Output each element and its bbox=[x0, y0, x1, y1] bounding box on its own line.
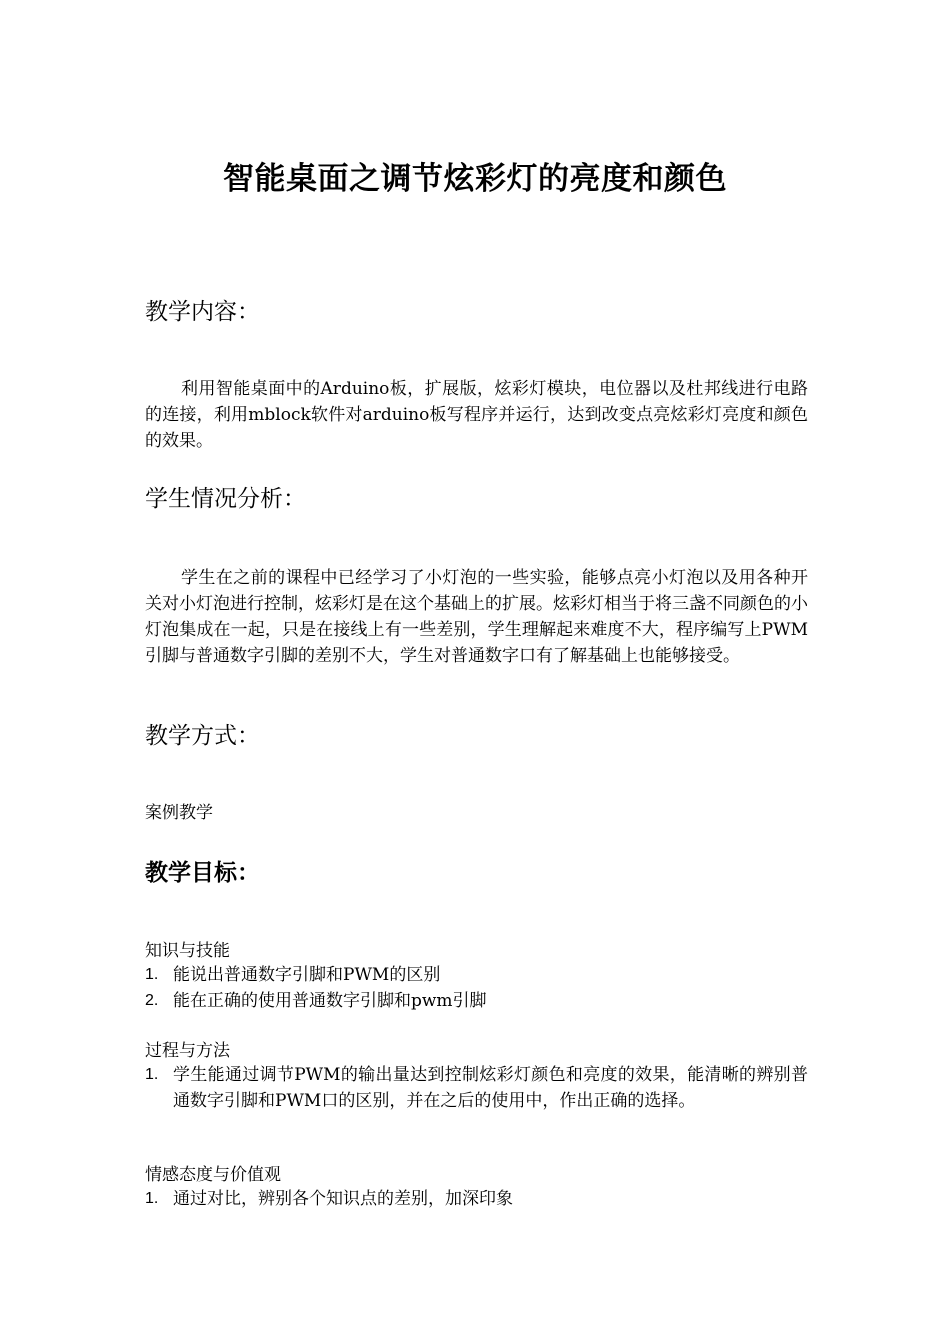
list-number: 1. bbox=[145, 966, 159, 983]
list-number: 1. bbox=[145, 1066, 159, 1083]
list-item-text: 学生能通过调节PWM的输出量达到控制炫彩灯颜色和亮度的效果，能清晰的辨别普通数字引脚和PWM口的区别，并在之后的使用中，作出正确的选择。 bbox=[173, 1065, 808, 1111]
heading-teaching-goals: 教学目标： bbox=[145, 859, 260, 886]
list-number: 1. bbox=[145, 1190, 159, 1207]
heading-teaching-method: 教学方式： bbox=[145, 723, 260, 749]
list-item-text: 能在正确的使用普通数字引脚和pwm引脚 bbox=[173, 991, 487, 1011]
list-item-text: 通过对比，辨别各个知识点的差别，加深印象 bbox=[173, 1189, 513, 1209]
list-item bbox=[145, 988, 808, 1014]
document-title: 智能桌面之调节炫彩灯的亮度和颜色 bbox=[223, 161, 727, 197]
list-process-method bbox=[145, 1062, 808, 1114]
list-emotion-values bbox=[145, 1186, 808, 1212]
paragraph-teaching-content: 利用智能桌面中的Arduino板，扩展版，炫彩灯模块，电位器以及杜邦线进行电路的连接，利用mblock软件对arduino板写程序并运行，达到改变点亮炫彩灯亮度和颜色的效果。 bbox=[145, 379, 808, 451]
list-item-text: 能说出普通数字引脚和PWM的区别 bbox=[173, 965, 441, 985]
label-knowledge-skills: 知识与技能 bbox=[145, 941, 230, 961]
list-knowledge-skills bbox=[145, 962, 808, 1014]
label-process-method: 过程与方法 bbox=[145, 1041, 230, 1061]
list-item bbox=[145, 1062, 808, 1114]
list-item bbox=[145, 962, 808, 988]
list-number: 2. bbox=[145, 992, 159, 1009]
heading-teaching-content: 教学内容： bbox=[145, 299, 260, 325]
text-teaching-method: 案例教学 bbox=[145, 803, 213, 823]
heading-student-analysis: 学生情况分析： bbox=[145, 486, 306, 512]
paragraph-student-analysis: 学生在之前的课程中已经学习了小灯泡的一些实验，能够点亮小灯泡以及用各种开关对小灯泡进行控制，炫彩灯是在这个基础上的扩展。炫彩灯相当于将三盏不同颜色的小灯泡集成在一起，只是在接线上有一些差别，学生理解起来难度不大，程序编写上PWM引脚与普通数字引脚的差别不大，学生对普通数字口有了解基础上也能够接受。 bbox=[145, 568, 808, 666]
list-item bbox=[145, 1186, 808, 1212]
label-emotion-values: 情感态度与价值观 bbox=[145, 1165, 281, 1185]
